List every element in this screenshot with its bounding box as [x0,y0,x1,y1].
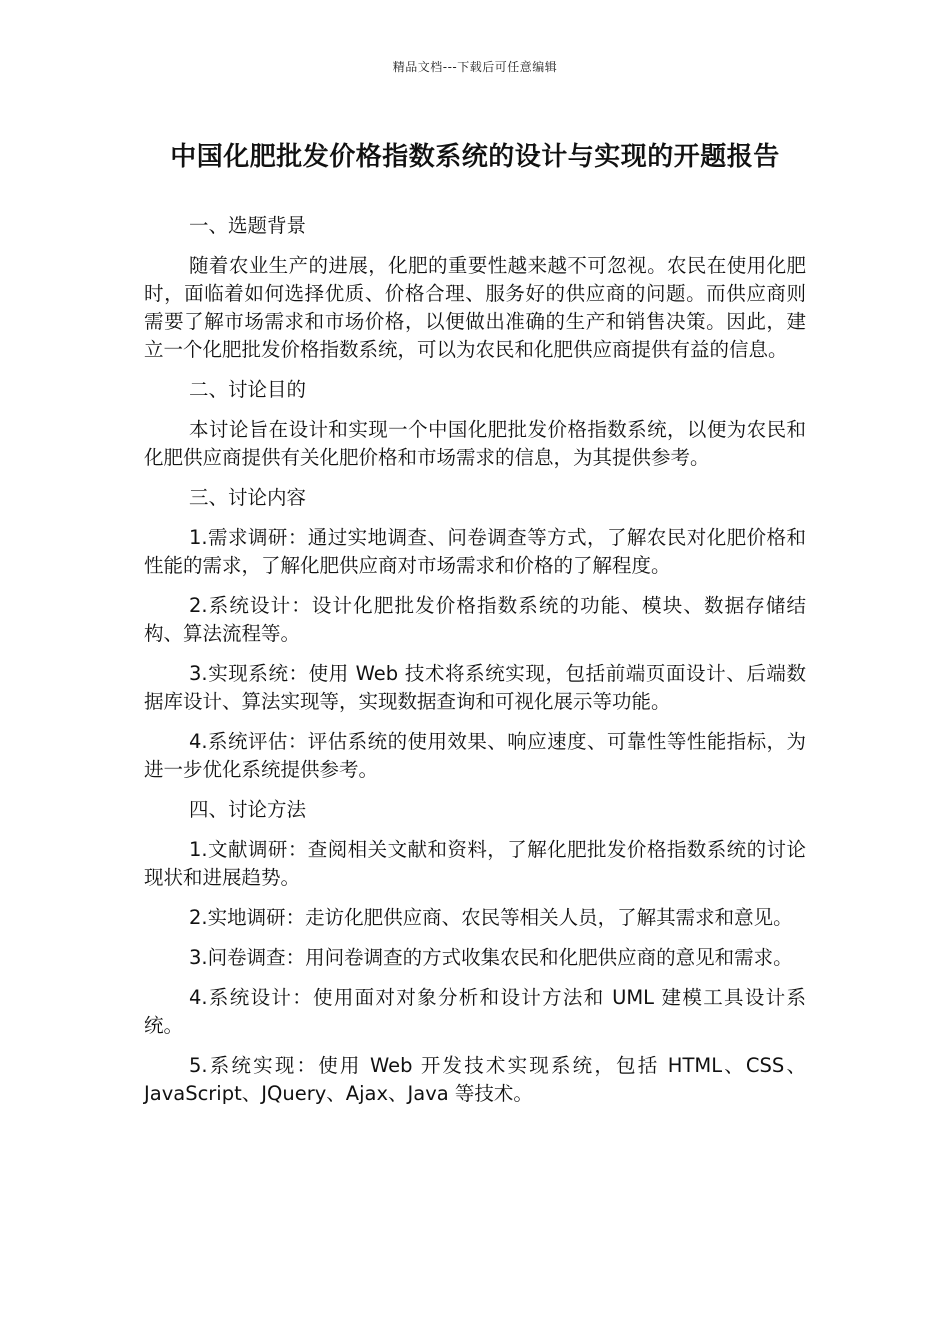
paragraph-method-2: 2.实地调研：走访化肥供应商、农民等相关人员，了解其需求和意见。 [189,906,793,929]
paragraph-method-3: 3.问卷调查：用问卷调查的方式收集农民和化肥供应商的意见和需求。 [189,946,793,969]
paragraph-method-4: 4.系统设计：使用面对对象分析和设计方法和 UML 建模工具设计系统。 [144,986,806,1037]
paragraph-method-1: 1.文献调研：查阅相关文献和资料，了解化肥批发价格指数系统的讨论现状和进展趋势。 [144,838,806,889]
document-title: 中国化肥批发价格指数系统的设计与实现的开题报告 [170,142,780,172]
paragraph-content-3: 3.实现系统：使用 Web 技术将系统实现，包括前端页面设计、后端数据库设计、算法实现等，实现数据查询和可视化展示等功能。 [144,662,806,713]
section-heading-method: 四、讨论方法 [189,798,307,821]
paragraph-content-4: 4.系统评估：评估系统的使用效果、响应速度、可靠性等性能指标，为进一步优化系统提供参考。 [144,730,806,781]
paragraph-content-1: 1.需求调研：通过实地调查、问卷调查等方式，了解农民对化肥价格和性能的需求，了解化肥供应商对市场需求和价格的了解程度。 [144,526,806,577]
paragraph-method-5: 5.系统实现：使用 Web 开发技术实现系统，包括 HTML、CSS、JavaScript、JQuery、Ajax、Java 等技术。 [144,1054,806,1105]
section-heading-content: 三、讨论内容 [189,486,307,509]
paragraph-purpose: 本讨论旨在设计和实现一个中国化肥批发价格指数系统，以便为农民和化肥供应商提供有关化肥价格和市场需求的信息，为其提供参考。 [144,418,806,469]
paragraph-content-2: 2.系统设计：设计化肥批发价格指数系统的功能、模块、数据存储结构、算法流程等。 [144,594,806,645]
section-heading-purpose: 二、讨论目的 [189,378,307,401]
paragraph-background: 随着农业生产的进展，化肥的重要性越来越不可忽视。农民在使用化肥时，面临着如何选择优质、价格合理、服务好的供应商的问题。而供应商则需要了解市场需求和市场价格，以便做出准确的生产和销售决策。因此，建立一个化肥批发价格指数系统，可以为农民和化肥供应商提供有益的信息。 [144,254,806,361]
document-body [144,212,806,1120]
header-note: 精品文档---下载后可任意编辑 [392,60,558,74]
section-heading-background: 一、选题背景 [189,214,307,237]
